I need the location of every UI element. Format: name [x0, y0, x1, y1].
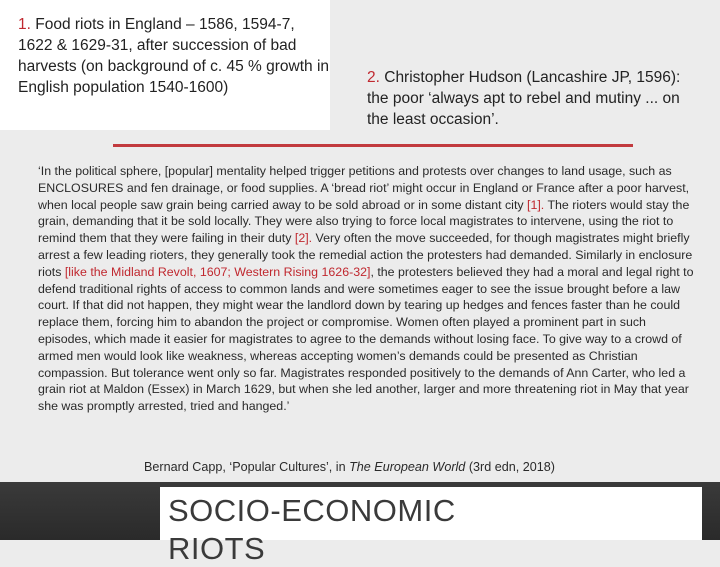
quote-part-1: ‘In the political sphere, [popular] mentality helped trigger petitions and protests over changes to land usage, such as ENCLOSURES and fen drainage, or food supplies. A ‘bread riot’ might occur in England or France after a poor harvest, when local people saw grain being carried away to be sold abroad or in some distant city	[38, 164, 690, 212]
point-1	[18, 14, 330, 98]
quote-block	[38, 163, 698, 415]
slide-title-line-2: RIOTS	[168, 531, 266, 566]
citation-book-title: The European World	[349, 460, 466, 474]
reference-1: [1].	[527, 197, 545, 212]
point-2-number: 2.	[367, 69, 380, 86]
divider-line	[113, 144, 633, 147]
reference-3: [like the Midland Revolt, 1607; Western Rising 1626-32]	[64, 264, 371, 279]
title-box	[160, 487, 702, 566]
quote-part-4: , the protesters believed they had a moral and legal right to defend traditional rights of access to common lands and were sometimes eager to see the issue brought before a law court. If that did not happen, they might wear the landlord down by tearing up hedges and fences faster than he could replace them, forcing him to abandon the project or compromise. Women often played a prominent part in such episodes, which made it easier for magistrates to agree to the demands without losing face. To give way to a crowd of armed men would look like weakness, whereas accepting women’s demands could be presented as Christian compassion. But tolerance went only so far. Magistrates responded positively to the demands of Ann Carter, who led a grain riot at Maldon (Essex) in March 1629, but when she led another, larger and more threatening riot in May that year she was promptly arrested, tried and hanged.’	[38, 264, 694, 414]
slide-title-line-1: SOCIO-ECONOMIC	[168, 493, 456, 528]
citation-author: Bernard Capp, ‘Popular Cultures’, in	[144, 460, 350, 474]
citation-edition: (3rd edn, 2018)	[465, 460, 555, 474]
point-1-number: 1.	[18, 16, 31, 33]
quote-part-2: The rioters would stay the grain, demanding that it be sold locally. They were also trying to force local magistrates to intervene, using the riot to remind them that they were failing in their duty	[38, 197, 690, 246]
point-1-text: Food riots in England – 1586, 1594-7, 1622 & 1629-31, after succession of bad harvests (on background of c. 45 % growth in English population 1540-1600)	[18, 16, 330, 96]
point-2-text: Christopher Hudson (Lancashire JP, 1596): the poor ‘always apt to rebel and mutiny ... on the least occasion’.	[367, 69, 681, 128]
citation	[144, 459, 704, 475]
reference-2: [2].	[294, 231, 313, 246]
point-2	[367, 67, 697, 130]
quote-part-3: Very often the move succeeded, for though magistrates might briefly arrest a few leading rioters, they generally took the remedial action the protesters had demanded. Similarly in enclosure riots	[38, 231, 693, 279]
